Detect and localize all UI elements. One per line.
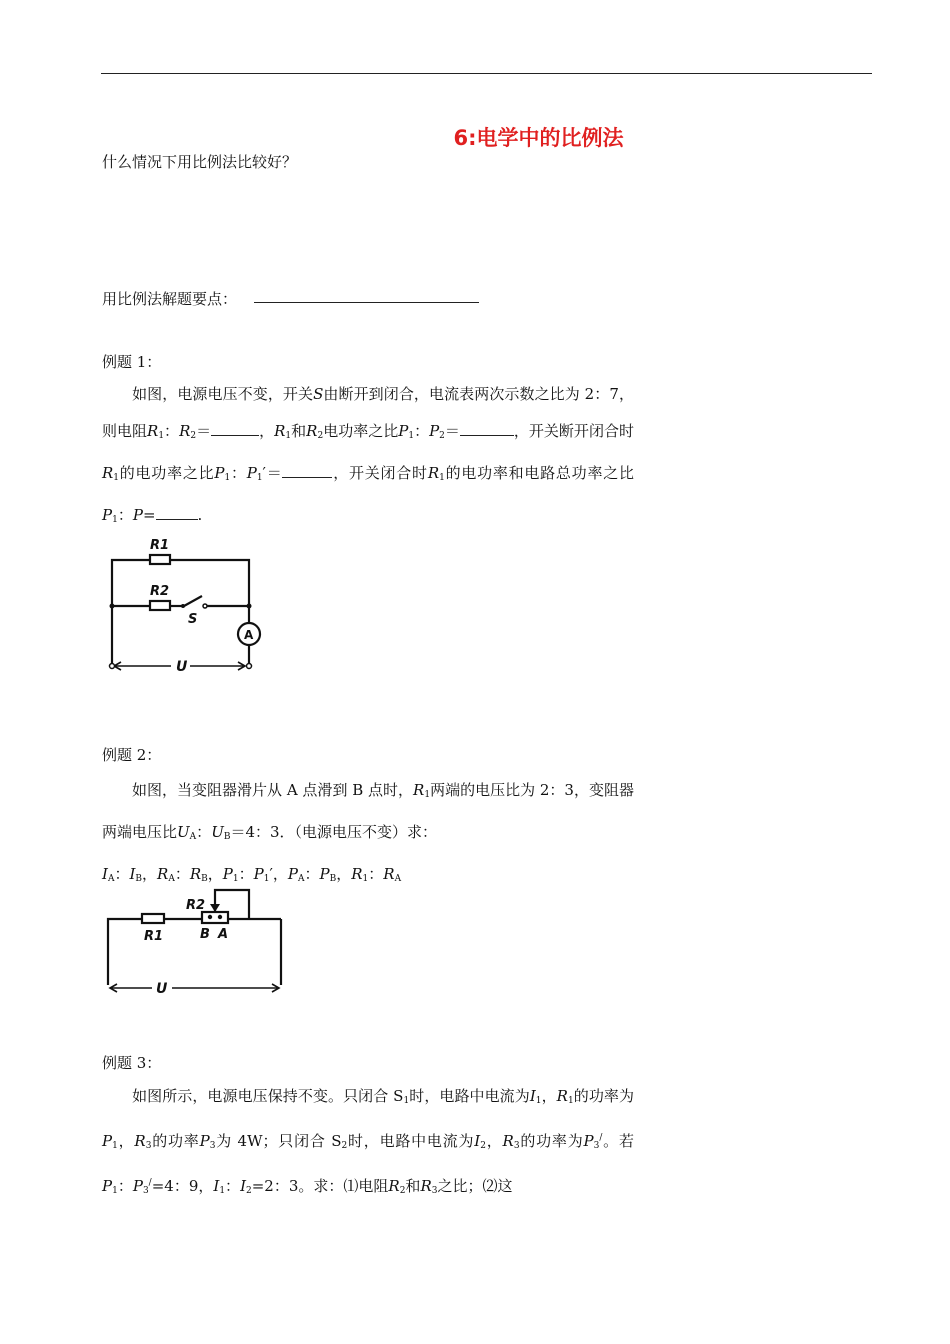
example3-heading: 例题 3： (102, 1054, 162, 1072)
label-u: U (176, 659, 188, 675)
label-r2: R2 (150, 584, 170, 599)
contact-a (218, 915, 222, 919)
example2-text: 如图，当变阻器滑片从 A 点滑到 B 点时，$R_1$两端的电压比为 2：3，变阻器两端电压比$U_A$：$U_B=4$：3．（电源电压不变）求： $I_A$：$I_B$，$R_A$：$R_B$，$P_1$：$P_1'$，$P_A$：$P_B$，$R_1$：$R_A$ (102, 781, 634, 884)
label-r1: R1 (144, 929, 164, 944)
label-a: A (218, 927, 229, 942)
example2-heading: 例题 2： (102, 746, 162, 764)
example1-text: 如图，电源电压不变，开关S由断开到闭合，电流表两次示数之比为 2：7，则电阻$R_1$：$R_2=$ ，$R_1$和$R_2$电功率之比$P_1$：$P_2=$ ，开关断开闭合时$R_1$的电功率之比$P_1$：$P_1'=$ ，开关闭合时$R_1$的电功率和电路总功率之比$P_1$：P= . (102, 385, 634, 525)
label-r2: R2 (186, 898, 206, 913)
answer-blank[interactable] (460, 421, 514, 436)
example3-text: 如图所示，电源电压保持不变。只闭合 $S_1$时，电路中电流为$I_1$，$R_1$的功率为$P_1$，$R_3$的功率$P_3$为 4W；只闭合 $S_2$时，电路中电流为$I_2$，$R_3$的功率为$P_3^/$。若$P_1$：$P_3^/=4$：9，$I_1$：$I_2=2$：3。求：⑴电阻$R_2$和$R_3$之比；⑵这 (102, 1087, 634, 1196)
example1-heading: 例题 1： (102, 353, 162, 371)
switch-contact (181, 604, 185, 608)
label-ammeter: A (244, 628, 254, 642)
wire (170, 560, 249, 606)
question-intro: 什么情况下用比例法比较好？ (102, 153, 298, 171)
junction-dot (247, 604, 252, 609)
answer-blank[interactable] (282, 463, 332, 478)
page-title: 6:电学中的比例法 (453, 126, 624, 150)
switch-contact (203, 604, 207, 608)
label-b: B (200, 927, 210, 942)
label-u: U (156, 981, 168, 997)
rheostat-r2 (202, 912, 228, 923)
terminal (110, 664, 115, 669)
circuit-diagram-1 (104, 530, 264, 675)
circuit-diagram-2 (100, 885, 290, 1000)
resistor-r1 (142, 914, 164, 923)
answer-blank[interactable] (211, 421, 259, 436)
wire (112, 560, 150, 606)
terminal (247, 664, 252, 669)
slider-arrow (210, 904, 220, 912)
wire (108, 919, 142, 985)
header-rule (101, 73, 872, 74)
label-r1: R1 (150, 538, 170, 553)
junction-dot (110, 604, 115, 609)
key-points-label: 用比例法解题要点： (102, 290, 238, 308)
resistor-r1 (150, 555, 170, 564)
contact-b (208, 915, 212, 919)
resistor-r2 (150, 601, 170, 610)
key-points-blank[interactable] (254, 302, 479, 303)
label-s: S (188, 612, 198, 627)
switch-blade (184, 596, 202, 606)
answer-blank[interactable] (156, 505, 198, 520)
slider-wire (215, 890, 249, 919)
